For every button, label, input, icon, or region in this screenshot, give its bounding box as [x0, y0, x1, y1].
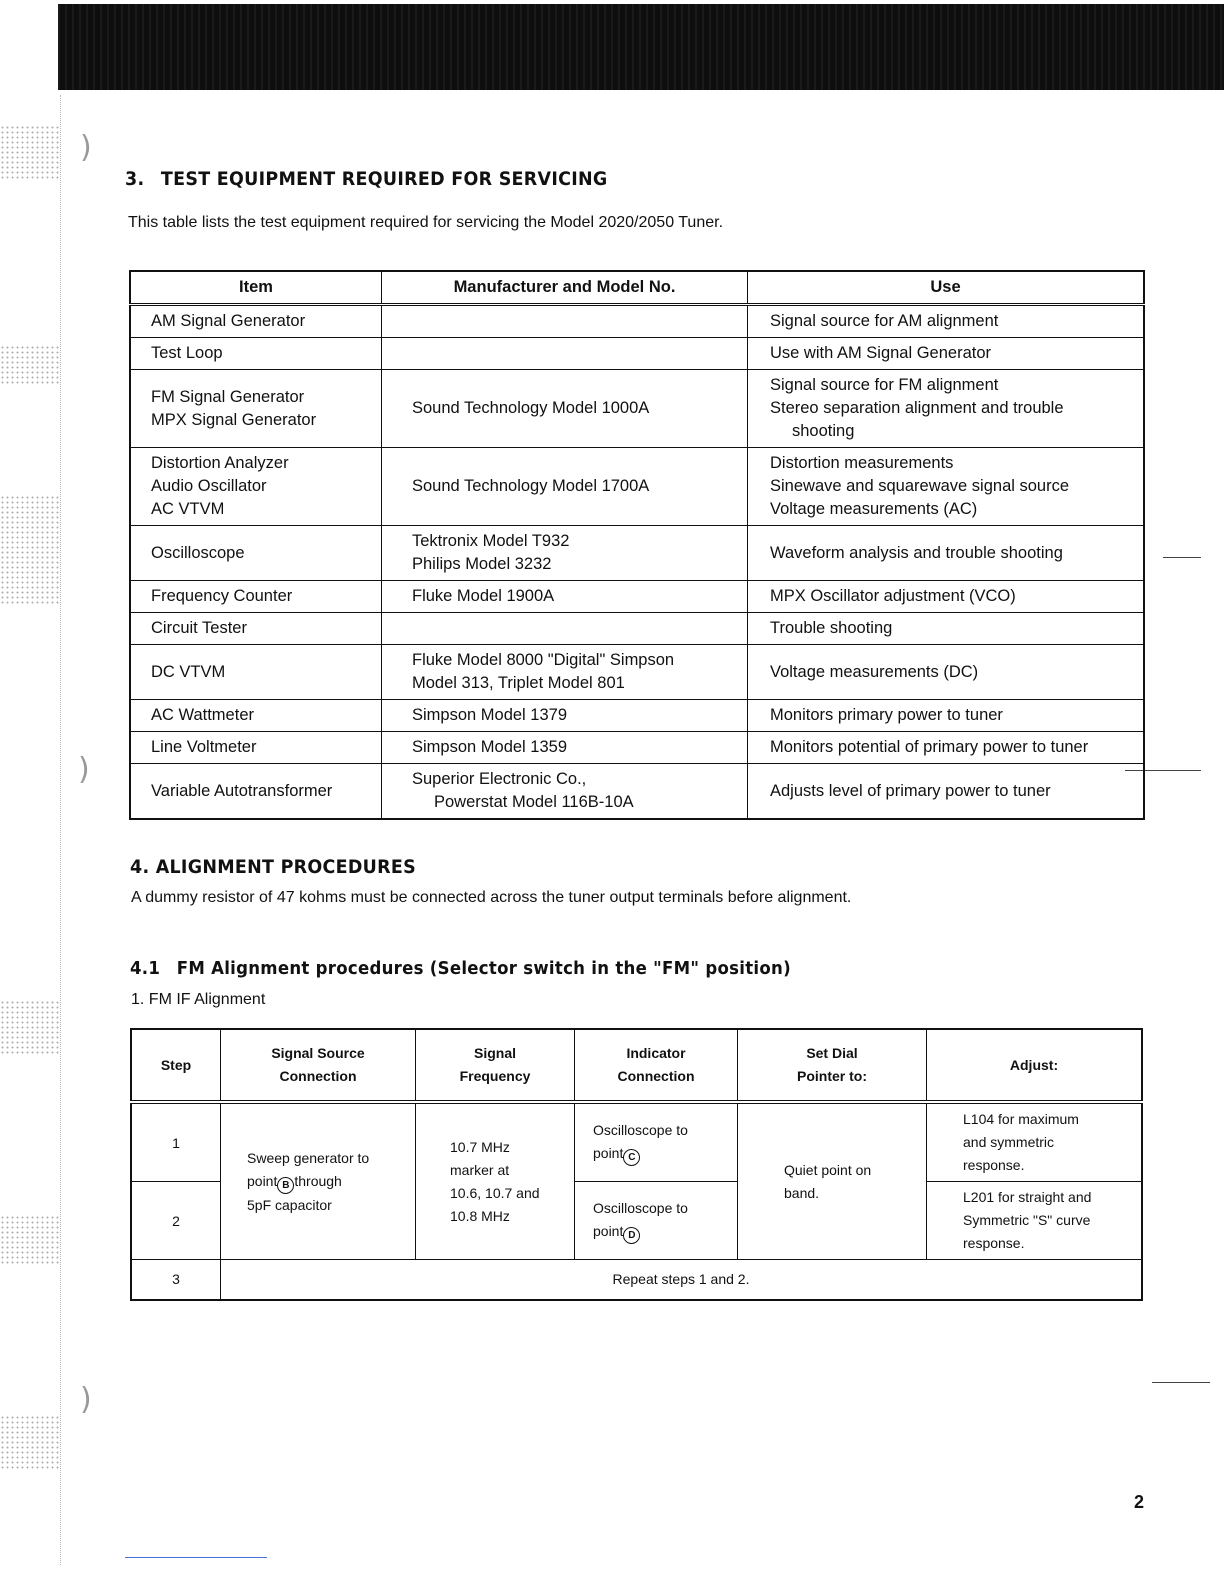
table-header-row	[131, 1029, 1142, 1102]
margin-speckle	[0, 495, 60, 605]
cell-line: Superior Electronic Co.,	[412, 770, 587, 788]
use-cell	[748, 305, 1145, 338]
header-line: Signal Source	[271, 1045, 365, 1061]
circled-point-b: B	[277, 1177, 294, 1194]
table-row	[130, 448, 1144, 526]
use-cell	[748, 370, 1145, 448]
cell-line: response.	[963, 1235, 1025, 1251]
use-cell	[748, 700, 1145, 732]
table-row	[130, 645, 1144, 700]
table-row	[130, 700, 1144, 732]
use-cell	[748, 764, 1145, 820]
cell-line: Use with AM Signal Generator	[770, 344, 992, 362]
cell-line: Fluke Model 1900A	[412, 587, 555, 605]
table-row	[130, 732, 1144, 764]
section-3-title: TEST EQUIPMENT REQUIRED FOR SERVICING	[160, 168, 608, 190]
item-cell	[130, 526, 382, 581]
header-line: Indicator	[626, 1045, 686, 1061]
margin-bracket-mark: )	[78, 752, 90, 787]
cell-line: AM Signal Generator	[151, 312, 306, 330]
cell-line	[593, 1142, 729, 1166]
column-header-signal-frequency	[416, 1029, 575, 1102]
cell-line: 10.6, 10.7 and	[450, 1184, 540, 1201]
item-cell	[130, 581, 382, 613]
column-header-indicator	[575, 1029, 738, 1102]
section-3-intro: This table lists the test equipment required for servicing the Model 2020/2050 Tuner.	[128, 214, 724, 231]
circled-point-c: C	[623, 1149, 640, 1166]
point-label: point	[247, 1172, 278, 1189]
section-4-1-subtitle: 1. FM IF Alignment	[131, 991, 266, 1008]
page-number: 2	[1134, 1492, 1145, 1512]
header-line: Connection	[279, 1068, 357, 1084]
header-line: Set Dial	[806, 1045, 858, 1061]
cell-line: Variable Autotransformer	[151, 781, 333, 800]
column-header-signal-source	[221, 1029, 416, 1102]
cell-line: band.	[784, 1184, 820, 1201]
step-cell: 3	[131, 1260, 221, 1300]
margin-speckle	[0, 1215, 60, 1265]
table-row	[130, 613, 1144, 645]
cell-line: Powerstat Model 116B-10A	[434, 793, 634, 811]
cell-line: Sinewave and squarewave signal source	[770, 477, 1070, 495]
model-cell	[382, 370, 748, 448]
margin-bracket-mark: )	[80, 1382, 92, 1417]
model-cell	[382, 645, 748, 700]
cell-line: FM Signal Generator	[151, 387, 305, 406]
column-header-set-dial	[738, 1029, 927, 1102]
cell-line: 5pF capacitor	[247, 1196, 332, 1213]
cell-line: AC VTVM	[151, 500, 225, 518]
cell-line: Signal source for AM alignment	[770, 312, 999, 330]
cell-line: AC Wattmeter	[151, 706, 254, 724]
cell-line: Trouble shooting	[770, 619, 893, 637]
model-cell	[382, 448, 748, 526]
column-header-item: Item	[130, 271, 382, 305]
use-cell	[748, 645, 1145, 700]
table-header-row	[130, 271, 1144, 305]
model-cell	[382, 581, 748, 613]
model-cell	[382, 613, 748, 645]
repeat-steps-cell: Repeat steps 1 and 2.	[221, 1260, 1143, 1300]
table-row	[130, 305, 1144, 338]
adjust-cell	[927, 1102, 1143, 1182]
scan-mark	[1152, 1382, 1210, 1383]
cell-line: Line Voltmeter	[151, 738, 257, 756]
model-cell	[382, 764, 748, 820]
cell-line: Oscilloscope to	[593, 1122, 688, 1138]
cell-line: 10.8 MHz	[450, 1207, 510, 1224]
header-line: Pointer to:	[797, 1068, 867, 1084]
step-cell: 2	[131, 1182, 221, 1260]
item-cell	[130, 700, 382, 732]
item-cell	[130, 370, 382, 448]
section-4-1-heading	[130, 958, 791, 979]
cell-line: DC VTVM	[151, 662, 226, 681]
cell-line: Oscilloscope to	[593, 1200, 688, 1216]
margin-speckle	[0, 1415, 60, 1470]
cell-line: L201 for straight and	[963, 1189, 1092, 1205]
cell-line: L104 for maximum	[963, 1111, 1079, 1127]
cell-line: Distortion Analyzer	[151, 454, 289, 472]
table-row	[130, 338, 1144, 370]
item-cell	[130, 613, 382, 645]
cell-line: Voltage measurements (DC)	[770, 662, 979, 681]
cell-line: Fluke Model 8000 "Digital" Simpson	[412, 651, 675, 669]
signal-source-cell	[221, 1102, 416, 1260]
item-cell	[130, 448, 382, 526]
header-line: Connection	[617, 1068, 695, 1084]
binding-margin-line	[60, 95, 61, 1565]
use-cell	[748, 581, 1145, 613]
header-line: Frequency	[459, 1068, 531, 1084]
step-cell: 1	[131, 1102, 221, 1182]
footer-rule	[125, 1557, 267, 1558]
margin-bracket-mark: )	[80, 130, 92, 165]
circled-point-d: D	[623, 1227, 640, 1244]
margin-speckle	[0, 125, 60, 180]
set-dial-cell	[738, 1102, 927, 1260]
table-row	[131, 1260, 1142, 1300]
section-4-heading: 4. ALIGNMENT PROCEDURES	[130, 856, 416, 878]
cell-line: Symmetric "S" curve	[963, 1212, 1091, 1228]
margin-speckle	[0, 1000, 60, 1055]
cell-line	[593, 1220, 729, 1244]
cell-line: Adjusts level of primary power to tuner	[770, 781, 1051, 800]
cell-line: Monitors potential of primary power to tuner	[770, 738, 1089, 756]
use-cell	[748, 732, 1145, 764]
header-line: Signal	[473, 1045, 516, 1061]
model-cell	[382, 305, 748, 338]
model-cell	[382, 338, 748, 370]
cell-line: MPX Oscillator adjustment (VCO)	[770, 587, 1016, 605]
cell-line: Circuit Tester	[151, 619, 247, 637]
cell-line: response.	[963, 1157, 1025, 1173]
point-suffix: through	[294, 1172, 342, 1189]
use-cell	[748, 526, 1145, 581]
section-3-heading	[125, 168, 608, 190]
fm-if-alignment-table	[130, 1028, 1143, 1301]
model-cell	[382, 526, 748, 581]
table-row	[130, 764, 1144, 820]
section-4-intro: A dummy resistor of 47 kohms must be connected across the tuner output terminals before alignment.	[131, 889, 852, 906]
point-label: point	[593, 1145, 624, 1161]
item-cell	[130, 338, 382, 370]
cell-line: marker at	[450, 1161, 510, 1178]
table-row	[130, 581, 1144, 613]
cell-line: shooting	[792, 422, 855, 440]
indicator-cell	[575, 1182, 738, 1260]
cell-line: Tektronix Model T932	[412, 532, 570, 550]
table-row	[130, 526, 1144, 581]
item-cell	[130, 732, 382, 764]
cell-line: Sweep generator to	[247, 1149, 370, 1166]
cell-line: Quiet point on	[784, 1161, 872, 1178]
model-cell	[382, 700, 748, 732]
adjust-cell	[927, 1182, 1143, 1260]
cell-line: Simpson Model 1359	[412, 738, 568, 756]
section-4-1-title: FM Alignment procedures (Selector switch in the "FM" position)	[176, 958, 791, 979]
cell-line: MPX Signal Generator	[151, 410, 317, 429]
cell-line: Voltage measurements (AC)	[770, 500, 978, 518]
cell-line: Audio Oscillator	[151, 477, 267, 495]
header-band-texture	[58, 4, 1224, 90]
indicator-cell	[575, 1102, 738, 1182]
point-label: point	[593, 1223, 624, 1239]
cell-line: and symmetric	[963, 1134, 1055, 1150]
cell-line: Simpson Model 1379	[412, 706, 568, 724]
cell-line: Distortion measurements	[770, 454, 954, 472]
column-header-adjust: Adjust:	[927, 1029, 1143, 1102]
item-cell	[130, 764, 382, 820]
cell-line: Sound Technology Model 1700A	[412, 477, 650, 495]
use-cell	[748, 613, 1145, 645]
column-header-manufacturer: Manufacturer and Model No.	[382, 271, 748, 305]
cell-line: Oscilloscope	[151, 543, 245, 562]
cell-line: Philips Model 3232	[412, 555, 552, 573]
model-cell	[382, 732, 748, 764]
cell-line	[247, 1170, 407, 1194]
cell-line: Frequency Counter	[151, 587, 293, 605]
cell-line: Model 313, Triplet Model 801	[412, 674, 625, 692]
use-cell	[748, 338, 1145, 370]
cell-line: 10.7 MHz	[450, 1138, 510, 1155]
cell-line: Signal source for FM alignment	[770, 376, 999, 394]
cell-line: Monitors primary power to tuner	[770, 706, 1003, 724]
table-row	[130, 370, 1144, 448]
test-equipment-table	[129, 270, 1145, 820]
section-3-number: 3.	[125, 168, 145, 190]
test-equipment-table-body	[130, 305, 1144, 820]
cell-line: Sound Technology Model 1000A	[412, 399, 650, 417]
scan-mark	[1163, 557, 1201, 558]
cell-line: Waveform analysis and trouble shooting	[770, 543, 1063, 562]
table-row	[131, 1102, 1142, 1182]
cell-line: Test Loop	[151, 344, 223, 362]
signal-frequency-cell	[416, 1102, 575, 1260]
section-4-1-number: 4.1	[130, 958, 161, 979]
margin-speckle	[0, 345, 60, 385]
column-header-use: Use	[748, 271, 1145, 305]
use-cell	[748, 448, 1145, 526]
column-header-step: Step	[131, 1029, 221, 1102]
cell-line: Stereo separation alignment and trouble	[770, 399, 1064, 417]
item-cell	[130, 305, 382, 338]
item-cell	[130, 645, 382, 700]
